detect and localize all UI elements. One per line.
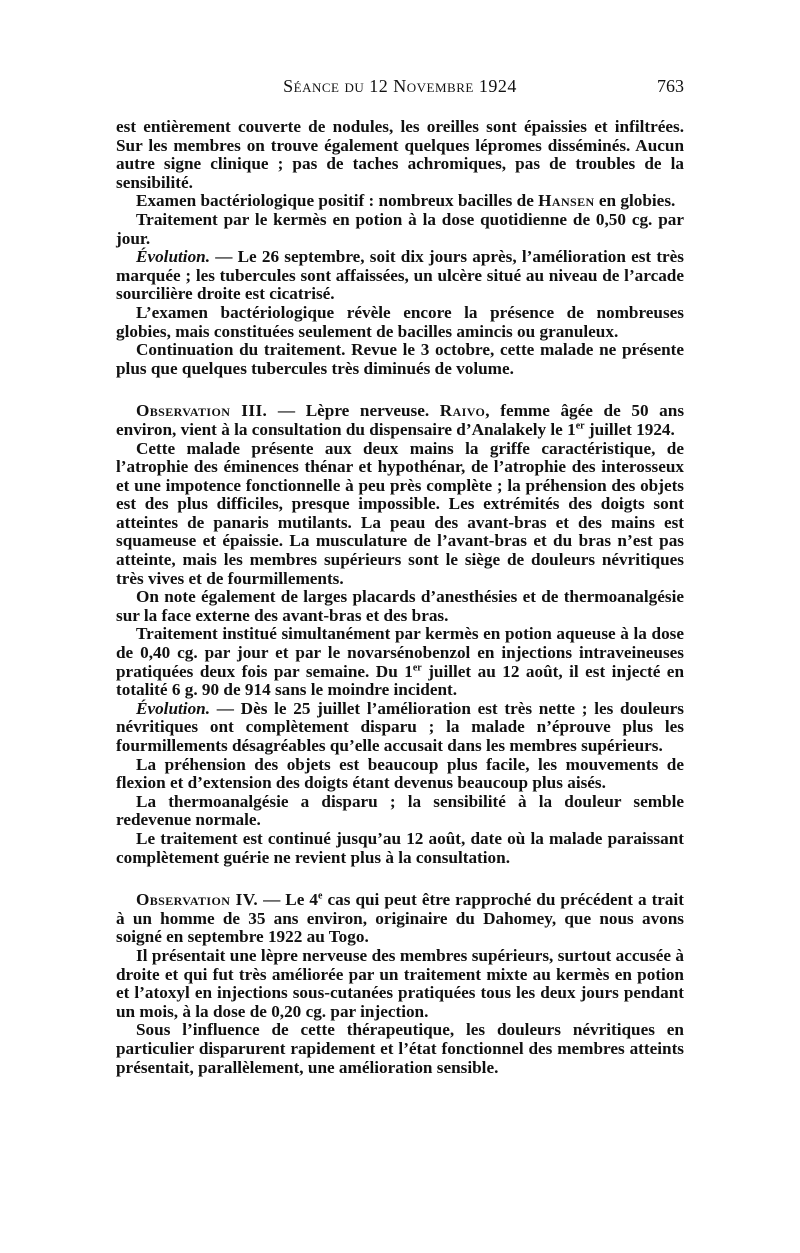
section-gap [116, 867, 684, 891]
paragraph: est entièrement couverte de nodules, les oreilles sont épaissies et infiltrées. Sur les membres on trouve également quelques lépromes disséminés. Aucun autre signe clinique ; pas de taches achromiques, pas de troubles de la sensibilité. [116, 117, 684, 192]
paragraph: Le traitement est continué jusqu’au 12 août, date où la malade paraissant complètement guérie ne revient plus à la consultation. [116, 828, 684, 867]
paragraph: La thermoanalgésie a disparu ; la sensibilité à la douleur semble redevenue normale. [116, 791, 684, 830]
paragraph: Traitement institué simultanément par kermès en potion aqueuse à la dose de 0,40 cg. par jour et par le novarsénobenzol en injections intraveineuses pratiquées deux fois par semaine. Du 1er juillet au 12 août, il est injecté en totalité 6 g. 90 de 914 sans le moindre incident. [116, 624, 684, 700]
paragraph: La préhension des objets est beaucoup plus facile, les mouvements de flexion et d’extension des doigts étant devenus beaucoup plus aisés. [116, 754, 684, 793]
paragraph: L’examen bactériologique révèle encore la présence de nombreuses globies, mais constituées seulement de bacilles amincis ou granuleux. [116, 302, 684, 341]
body-text [116, 118, 684, 1077]
paragraph: Il présentait une lèpre nerveuse des membres supérieurs, surtout accusée à droite et qui fut très améliorée par un traitement mixte au kermès en potion et l’atoxyl en injections sous-cutanées pratiquées tous les deux jours pendant un mois, à la dose de 0,20 cg. par injection. [116, 945, 684, 1021]
paragraph: Cette malade présente aux deux mains la griffe caractéristique, de l’atrophie des éminences thénar et hypothénar, de l’atrophie des interosseux et une impotence fonctionnelle à peu près complète ; la préhension des objets est des plus difficiles, presque impossible. Les extrémités des doigts sont atteintes de panaris mutilants. La peau des avant-bras et des mains est squameuse et épaissie. La musculature de l’avant-bras et du bras n’est pas atteinte, mais les membres supérieurs sont le siège de douleurs névritiques très vives et de fourmillements. [116, 438, 684, 588]
paragraph: Évolution. — Le 26 septembre, soit dix jours après, l’amélioration est très marquée ; les tubercules sont affaissées, un ulcère situé au niveau de l’arcade sourcilière droite est cicatrisé. [116, 247, 684, 304]
paragraph: Traitement par le kermès en potion à la dose quotidienne de 0,50 cg. par jour. [116, 209, 684, 248]
page-number: 763 [657, 76, 684, 96]
observation-heading: Observation IV. — Le 4e cas qui peut être rapproché du précédent a trait à un homme de 35 ans environ, originaire du Dahomey, que nous avons soigné en septembre 1922 au Togo. [116, 890, 685, 947]
observation-heading: Observation III. — Lèpre nerveuse. Raivo, femme âgée de 50 ans environ, vient à la consultation du dispensaire d’Analakely le 1er juillet 1924. [116, 401, 685, 439]
section-gap [116, 378, 684, 402]
evolution-label: Évolution. [136, 247, 211, 267]
author-name: Hansen [538, 191, 595, 211]
paragraph: Continuation du traitement. Revue le 3 octobre, cette malade ne présente plus que quelques tubercules très diminués de volume. [116, 340, 684, 378]
paragraph: Évolution. — Dès le 25 juillet l’amélioration est très nette ; les douleurs névritiques ont complètement disparu ; la malade n’éprouve plus les fourmillements désagréables qu’elle accusait dans les membres supérieurs. [116, 698, 684, 755]
evolution-label: Évolution. [136, 698, 211, 718]
observation-label: Observation III. [136, 401, 268, 421]
patient-name: Raivo [439, 401, 486, 421]
observation-label: Observation IV. [136, 890, 259, 910]
running-head: Séance du 12 Novembre 1924 [283, 76, 517, 96]
paragraph: Examen bactériologique positif : nombreux bacilles de Hansen en globies. [136, 191, 676, 211]
paragraph: Sous l’influence de cette thérapeutique, les douleurs névritiques en particulier disparurent rapidement et l’état fonctionnel des membres atteints présentait, parallèlement, une amélioration sensible. [116, 1020, 684, 1077]
paragraph: On note également de larges placards d’anesthésies et de thermoanalgésie sur la face externe des avant-bras et des bras. [116, 587, 684, 625]
page-header [116, 76, 684, 100]
